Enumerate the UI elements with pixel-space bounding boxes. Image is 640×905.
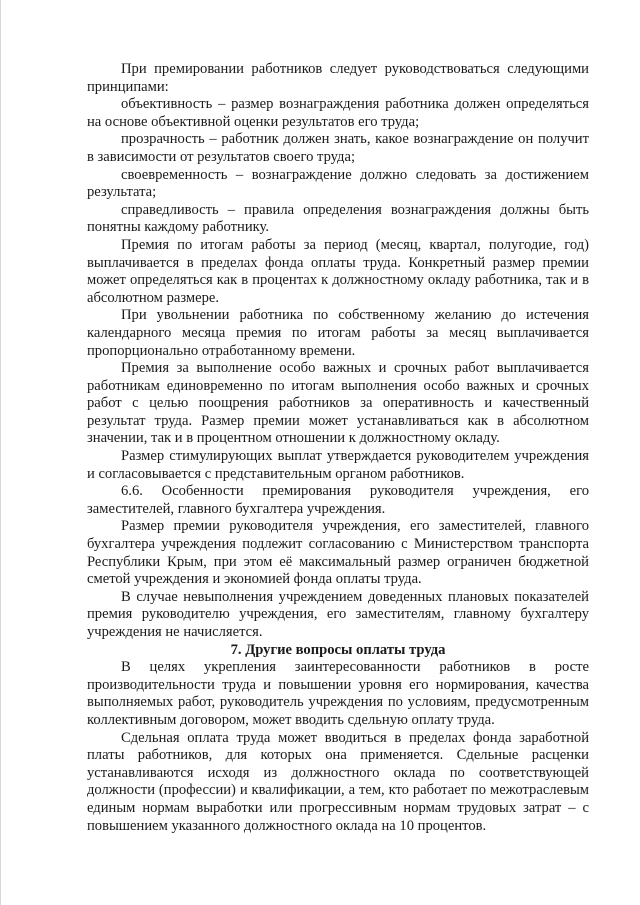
paragraph-objectivity: объективность – размер вознаграждения работника должен определяться на основе объективной оценки результатов его труда; (87, 96, 589, 130)
paragraph-non-fulfillment: В случае невыполнения учреждением доведенных плановых показателей премия руководителю учреждения, его заместителям, главному бухгалтеру учреждения не начисляется. (87, 588, 589, 640)
paragraph-timeliness: своевременность – вознаграждение должно следовать за достижением результата; (87, 166, 589, 201)
paragraph-incentive-approval: Размер стимулирующих выплат утверждается руководителем учреждения и согласовывается с представительным органом работников. (87, 448, 589, 482)
paragraph-head-bonus-approval: Размер премии руководителя учреждения, его заместителей, главного бухгалтера учреждения подлежит согласованию с Министерством транспорта Республики Крым, при этом её максимальный размер ограничен бюджетной сметой учреждения и экономией фонда оплаты труда. (87, 518, 589, 588)
paragraph-clause-6-6: 6.6. Особенности премирования руководителя учреждения, его заместителей, главного бухгалтера учреждения. (87, 483, 589, 517)
paragraph-transparency: прозрачность – работник должен знать, какое вознаграждение он получит в зависимости от результатов своего труда; (87, 131, 589, 165)
section-heading: 7. Другие вопросы оплаты труда (230, 641, 446, 658)
paragraph-principles-intro: При премировании работников следует руководствоваться следующими принципами: (87, 61, 589, 95)
paragraph-piecework-intro: В целях укрепления заинтересованности работников в росте производительности труда и повышении уровня его нормирования, качества выполняемых работ, руководитель учреждения по условиям, предусмотренным коллективным договором, может вводить сдельную оплату труда. (87, 659, 589, 728)
paragraph-period-bonus: Премия по итогам работы за период (месяц, квартал, полугодие, год) выплачивается в пределах фонда оплаты труда. Конкретный размер премии может определяться как в процентах к должностному окладу работника, так и в абсолютном размере. (87, 236, 589, 306)
paragraph-fairness: справедливость – правила определения вознаграждения должны быть понятны каждому работнику. (87, 201, 589, 236)
document-body (87, 61, 589, 835)
paragraph-dismissal: При увольнении работника по собственному желанию до истечения календарного месяца премия по итогам работы за месяц выплачивается пропорционально отработанному времени. (87, 307, 589, 359)
paragraph-urgent-work-bonus: Премия за выполнение особо важных и срочных работ выплачивается работникам единовременно по итогам выполнения особо важных и срочных работ с целью поощрения работников за оперативность и качественный результат труда. Размер премии может устанавливаться как в абсолютном значении, так и в процентном отношении к должностному окладу. (87, 360, 589, 447)
paragraph-piecework-rates: Сдельная оплата труда может вводиться в пределах фонда заработной платы работников, для которых она применяется. Сдельные расценки устанавливаются исходя из должностного оклада по соответствующей должности (профессии) и квалификации, а тем, кто работает по межотраслевым единым нормам выработки или прогрессивным нормам трудовых затрат – с повышением указанного должностного оклада на 10 процентов. (87, 729, 589, 834)
